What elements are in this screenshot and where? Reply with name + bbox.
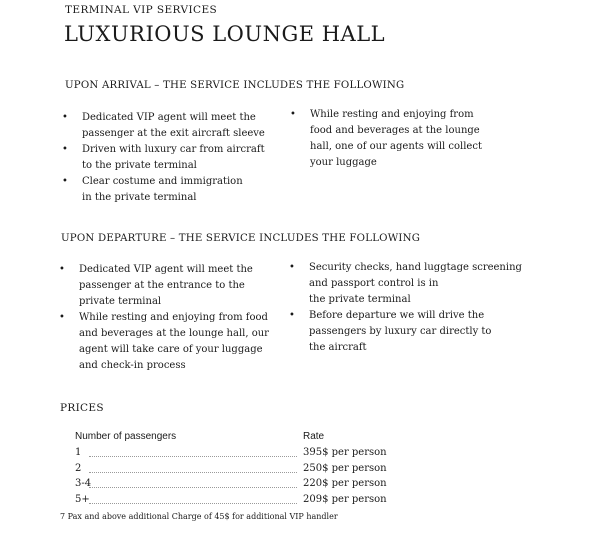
passenger-count: 5+	[75, 493, 90, 505]
list-item-line: and check-in process	[79, 360, 186, 371]
bullet-icon: •	[289, 262, 295, 273]
list-item-line: passenger at the exit aircraft sleeve	[82, 128, 265, 139]
list-item-line: the private terminal	[309, 294, 411, 305]
passenger-count: 2	[75, 462, 82, 474]
list-item-line: to the private terminal	[82, 160, 197, 171]
arrival-right-list	[290, 107, 520, 171]
bullet-icon: •	[289, 310, 295, 321]
list-item	[289, 308, 524, 356]
bullet-icon: •	[59, 312, 65, 323]
rate-value: 209$ per person	[303, 493, 387, 505]
list-item-line: agent will take care of your luggage	[79, 344, 263, 355]
price-table-header	[75, 431, 395, 447]
list-item	[62, 174, 287, 206]
departure-heading: UPON DEPARTURE – THE SERVICE INCLUDES THE FOLLOWING	[61, 233, 421, 244]
dotted-leader	[89, 487, 297, 488]
list-item-line: Security checks, hand luggtage screening	[309, 262, 522, 273]
bullet-icon: •	[62, 112, 68, 123]
list-item-line: hall, one of our agents will collect	[310, 141, 482, 152]
list-item-line: and beverages at the lounge hall, our	[79, 328, 269, 339]
bullet-icon: •	[290, 109, 296, 120]
bullet-icon: •	[62, 144, 68, 155]
list-item-line: the aircraft	[309, 342, 367, 353]
list-item-line: Dedicated VIP agent will meet the	[79, 264, 253, 275]
list-item-line: Before departure we will drive the	[309, 310, 485, 321]
departure-left-list	[59, 262, 289, 374]
dotted-leader	[89, 456, 297, 457]
price-table	[75, 431, 395, 509]
table-row	[75, 447, 395, 463]
column-header-rate: Rate	[303, 431, 325, 442]
list-item-line: While resting and enjoying from food	[79, 312, 268, 323]
table-row	[75, 463, 395, 479]
list-item	[62, 110, 287, 142]
list-item-line: food and beverages at the lounge	[310, 125, 480, 136]
passenger-count: 1	[75, 447, 82, 458]
list-item-line: private terminal	[79, 296, 162, 307]
bullet-icon: •	[59, 264, 65, 275]
list-item-line: Driven with luxury car from aircraft	[82, 144, 265, 155]
prices-heading: PRICES	[60, 402, 104, 414]
arrival-heading: UPON ARRIVAL – THE SERVICE INCLUDES THE FOLLOWING	[65, 80, 405, 91]
table-row	[75, 478, 395, 494]
column-header-passengers: Number of passengers	[75, 431, 177, 442]
list-item	[62, 142, 287, 174]
list-item-line: While resting and enjoying from	[310, 109, 474, 120]
departure-right-list	[289, 260, 524, 356]
list-item	[59, 262, 289, 310]
passenger-count: 3-4	[75, 478, 92, 489]
list-item-line: in the private terminal	[82, 192, 197, 203]
rate-value: 220$ per person	[303, 478, 387, 489]
page-title: LUXURIOUS LOUNGE HALL	[64, 22, 386, 46]
rate-value: 395$ per person	[303, 447, 387, 458]
page-kicker: TERMINAL VIP SERVICES	[65, 4, 218, 16]
price-footnote: 7 Pax and above additional Charge of 45$ for additional VIP handler	[60, 512, 338, 521]
list-item-line: your luggage	[310, 157, 377, 168]
table-row	[75, 494, 395, 510]
list-item-line: passengers by luxury car directly to	[309, 326, 492, 337]
arrival-left-list	[62, 110, 287, 206]
rate-value: 250$ per person	[303, 462, 387, 474]
list-item-line: passenger at the entrance to the	[79, 280, 245, 291]
list-item-line: Clear costume and immigration	[82, 176, 243, 187]
list-item-line: and passport control is in	[309, 278, 439, 289]
dotted-leader	[89, 503, 297, 504]
list-item	[290, 107, 520, 171]
bullet-icon: •	[62, 176, 68, 187]
list-item	[59, 310, 289, 374]
list-item-line: Dedicated VIP agent will meet the	[82, 112, 256, 123]
list-item	[289, 260, 524, 308]
dotted-leader	[89, 472, 297, 473]
